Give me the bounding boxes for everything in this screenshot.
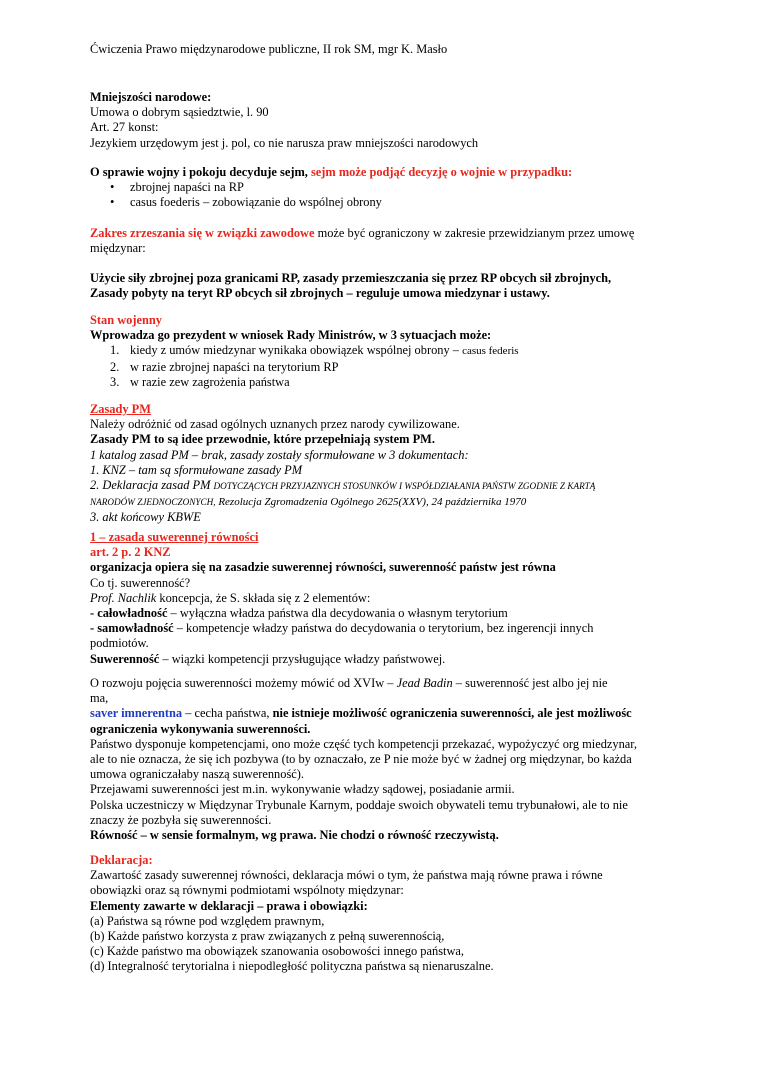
minorities-heading: Mniejszości narodowe:	[90, 90, 212, 104]
martial-item-3: w razie zew zagrożenia państwa	[130, 374, 290, 389]
principles-line-6-rest: Rezolucja Zgromadzenia Ogólnego 2625(XXV), 24 października 1970	[215, 496, 527, 509]
section-martial-law	[90, 313, 670, 390]
development-term: saver imnerentna	[90, 706, 183, 721]
principles-line-5-lead: 2. Deklaracja zasad PM	[90, 478, 214, 493]
principles-line-4: 1. KNZ – tam są sformułowane zasady PM	[90, 462, 303, 477]
development-line-1-b: – suwerenność jest albo jej nie	[452, 676, 608, 690]
sovereignty-definition	[90, 652, 670, 667]
section-unions	[90, 226, 670, 256]
document-header: Ćwiczenia Prawo międzynarodowe publiczne, II rok SM, mgr K. Masło	[90, 42, 448, 56]
forces-line-1: Użycie siły zbrojnej poza granicami RP, zasady przemieszczania się przez RP obcych sił zbrojnych,	[90, 271, 612, 285]
development-para-3: umowa ograniczałaby naszą suwerenność).	[90, 767, 304, 782]
development-para-4: Przejawami suwerenności jest m.in. wykonywanie władzy sądowej, posiadanie armii.	[90, 782, 515, 797]
principles-line-6	[90, 494, 670, 510]
minorities-line-1: Umowa o dobrym sąsiedztwie, l. 90	[90, 105, 269, 120]
development-para-1: Państwo dysponuje kompetencjami, ono może część tych kompetencji przekazać, wypożyczyć org miedzynar,	[90, 736, 638, 751]
development-para-5: Polska uczestniczy w Międzynar Trybunale Karnym, poddaje swoich obywateli temu trybunałowi, ale to nie	[90, 797, 628, 812]
principles-line-3: 1 katalog zasad PM – brak, zasady zostały sformułowane w 3 dokumentach:	[90, 447, 469, 462]
development-line-2: ma,	[90, 691, 109, 706]
section-development	[90, 676, 670, 843]
section-forces	[90, 271, 670, 301]
principles-line-6-caps: NARODÓW ZJEDNOCZONYCH,	[90, 497, 216, 508]
war-lead-text: O sprawie wojny i pokoju decyduje sejm,	[90, 165, 311, 179]
development-line-4: ograniczenia wykonywania suwerenności.	[90, 721, 311, 736]
element-1-desc: – wyłączna władza państwa dla decydowania o własnym terytorium	[167, 606, 508, 621]
list-item	[110, 343, 670, 359]
forces-line-2: Zasady pobyty na teryt RP obcych sił zbrojnych – reguluje umowa miedzynar i ustawy.	[90, 286, 550, 301]
development-equality: Równość – w sensie formalnym, wg prawa. Nie chodzi o równość rzeczywistą.	[90, 828, 499, 843]
unions-line-2: międzynar:	[90, 241, 146, 256]
list-item	[110, 375, 670, 390]
section-war	[90, 165, 670, 211]
unions-highlight: Zakres zrzeszania się w związki zawodowe	[90, 226, 315, 240]
item-number: 3.	[110, 374, 120, 389]
sovereignty-element-2-cont: podmiotów.	[90, 636, 149, 651]
development-line-3	[90, 706, 670, 721]
sovereignty-article: art. 2 p. 2 KNZ	[90, 545, 171, 560]
principles-line-5-caps: DOTYCZĄCYCH PRZYJAZNYCH STOSUNKÓW I WSPÓŁDZIAŁANIA PAŃSTW ZGODNIE Z KARTĄ	[213, 481, 596, 492]
sovereignty-heading: 1 – zasada suwerennej równości	[90, 530, 259, 544]
war-lead	[90, 165, 670, 180]
section-minorities	[90, 90, 670, 151]
section-principles	[90, 402, 670, 526]
sovereignty-bold-line: organizacja opiera się na zasadzie suwerennej równości, suwerenność państw jest równa	[90, 560, 556, 575]
principles-heading: Zasady PM	[90, 402, 151, 416]
item-number: 2.	[110, 359, 120, 374]
item-number: 1.	[110, 343, 120, 358]
declaration-elements-heading: Elementy zawarte w deklaracji – prawa i obowiązki:	[90, 898, 368, 913]
declaration-item-c: (c) Każde państwo ma obowiązek szanowania osobowości innego państwa,	[90, 944, 465, 959]
element-2-term: - samowładność	[90, 621, 174, 636]
principles-line-7: 3. akt końcowy KBWE	[90, 510, 201, 525]
element-1-term: - całowładność	[90, 606, 168, 621]
principles-line-5	[90, 478, 670, 494]
principles-line-1: Należy odróżnić od zasad ogólnych uznanych przez narody cywilizowane.	[90, 417, 460, 432]
declaration-line-2: obowiązki oraz są równymi podmiotami wspólnoty międzynar:	[90, 883, 404, 898]
war-lead-highlight: sejm może podjąć decyzję o wojnie w przypadku:	[310, 165, 573, 179]
declaration-item-b: (b) Każde państwo korzysta z praw związanych z pełną suwerennością,	[90, 929, 445, 944]
war-bullet-2: casus foederis – zobowiązanie do wspólnej obrony	[130, 195, 382, 210]
development-line-1	[90, 676, 670, 691]
martial-heading: Stan wojenny	[90, 313, 162, 327]
martial-item-2: w razie zbrojnej napaści na terytorium RP	[130, 359, 339, 374]
minorities-line-3: Jezykiem urzędowym jest j. pol, co nie narusza praw mniejszości narodowych	[90, 135, 479, 150]
sovereignty-element-1	[90, 606, 670, 621]
martial-list	[90, 343, 670, 390]
unions-rest: może być ograniczony w zakresie przewidzianym przez umowę	[314, 226, 635, 240]
prof-rest: koncepcja, że S. składa się z 2 elementów:	[156, 590, 371, 605]
definition-term: Suwerenność	[90, 651, 160, 666]
list-item	[110, 195, 670, 210]
martial-item-1: kiedy z umów miedzynar wynikaka obowiązek wspólnej obrony –	[130, 343, 463, 358]
development-para-6: znaczy że pozbyła się suwerenności.	[90, 812, 272, 827]
declaration-item-a: (a) Państwa są równe pod względem prawnym,	[90, 913, 325, 928]
list-item	[110, 360, 670, 375]
declaration-heading: Deklaracja:	[90, 853, 153, 867]
list-item	[110, 180, 670, 195]
sovereignty-prof	[90, 591, 670, 606]
sovereignty-element-2	[90, 621, 670, 636]
martial-item-1-suffix: casus federis	[462, 345, 519, 358]
bullet-icon: •	[110, 180, 115, 195]
development-author: Jead Badin	[396, 676, 453, 690]
prof-name: Prof. Nachlik	[90, 590, 157, 605]
element-2-desc: – kompetencje władzy państwa do decydowania o terytorium, bez ingerencji innych	[173, 621, 594, 636]
war-bullet-1: zbrojnej napaści na RP	[130, 180, 244, 195]
bullet-icon: •	[110, 195, 115, 210]
section-declaration	[90, 853, 670, 975]
declaration-line-1: Zawartość zasady suwerennej równości, deklaracja mówi o tym, że państwa mają równe prawa i równe	[90, 868, 603, 883]
unions-line-1	[90, 226, 670, 241]
section-sovereignty	[90, 530, 670, 667]
war-bullet-list	[90, 180, 670, 210]
sovereignty-question: Co tj. suwerenność?	[90, 575, 191, 590]
development-line-3-rest: – cecha państwa,	[182, 706, 273, 721]
martial-lead: Wprowadza go prezydent w wniosek Rady Ministrów, w 3 sytuacjach może:	[90, 328, 492, 343]
declaration-item-d: (d) Integralność terytorialna i niepodległość polityczna państwa są nienaruszalne.	[90, 959, 494, 974]
development-line-3-bold: nie istnieje możliwość ograniczenia suwerenności, ale jest możliwośc	[272, 706, 632, 721]
development-line-1-a: O rozwoju pojęcia suwerenności możemy mówić od XVIw –	[90, 676, 397, 690]
minorities-line-2: Art. 27 konst:	[90, 120, 159, 135]
principles-line-2: Zasady PM to są idee przewodnie, które przepełniają system PM.	[90, 432, 435, 447]
development-para-2: ale to nie oznacza, że się ich pozbywa (to by oznaczało, ze P nie może być w żadnej org międzynar, bo każda	[90, 752, 632, 767]
definition-desc: – wiązki kompetencji przysługujące władzy państwowej.	[159, 651, 446, 666]
